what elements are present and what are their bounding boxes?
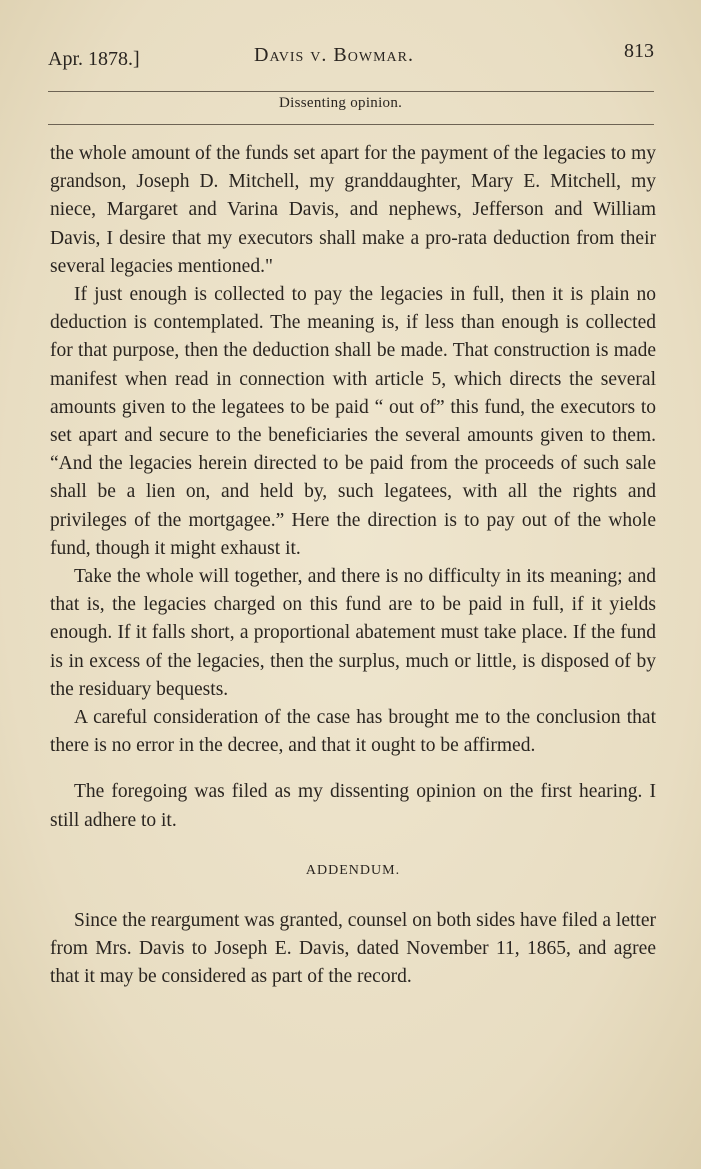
section-label: Dissenting opinion. (279, 95, 403, 111)
header-date: Apr. 1878.] (48, 48, 140, 70)
body-text (50, 140, 656, 992)
header-case-title: Davis v. Bowmar. (254, 44, 414, 66)
header-rule-top (48, 91, 654, 92)
spacer (50, 760, 656, 778)
paragraph-foregoing: The foregoing was filed as my dissenting opinion on the first hearing. I still adhere to it. (50, 781, 656, 831)
spacer (50, 835, 656, 857)
page-number: 813 (624, 40, 654, 62)
paragraph-construction: If just enough is collected to pay the legacies in full, then it is plain no deduction is contemplated. The meaning is, if less than enough is collected for that purpose, then the deduction shall be made. That construction is made manifest when read in connection with article 5, which directs the several amounts given to the legatees to be paid “ out of” this fund, the executors to set apart and secure to the beneficiaries the several amounts given to them. “And the legacies herein directed to be paid from the proceeds of such sale shall be a lien on, and held by, such legatees, with all the rights and privileges of the mortgagee.” Here the direction is to pay out of the whole fund, though it might exhaust it. (50, 284, 656, 559)
paragraph-addendum: Since the reargument was granted, counsel on both sides have filed a letter from Mrs. Davis to Joseph E. Davis, dated November 11, 1865, and agree that it may be considered as part of the record. (50, 910, 656, 988)
paragraph-whole-will: Take the whole will together, and there is no difficulty in its meaning; and that is, the legacies charged on this fund are to be paid in full, if it yields enough. If it falls short, a proportional abatement must take place. If the fund is in excess of the legacies, then the surplus, much or little, is disposed of by the residuary bequests. (50, 566, 656, 700)
addendum-heading: ADDENDUM. (305, 862, 401, 878)
running-head (48, 40, 654, 70)
paragraph-conclusion: A careful consideration of the case has brought me to the conclusion that there is no error in the decree, and that it ought to be affirmed. (50, 707, 656, 757)
spacer (50, 885, 656, 907)
header-rule-bottom (48, 124, 654, 125)
paragraph-continuation: the whole amount of the funds set apart for the payment of the legacies to my grandson, Joseph D. Mitchell, my granddaughter, Mary E. Mitchell, my niece, Margaret and Varina Davis, and nephews, Jefferson and William Davis, I desire that my executors shall make a pro-rata deduction from their several legacies mentioned." (50, 143, 656, 277)
